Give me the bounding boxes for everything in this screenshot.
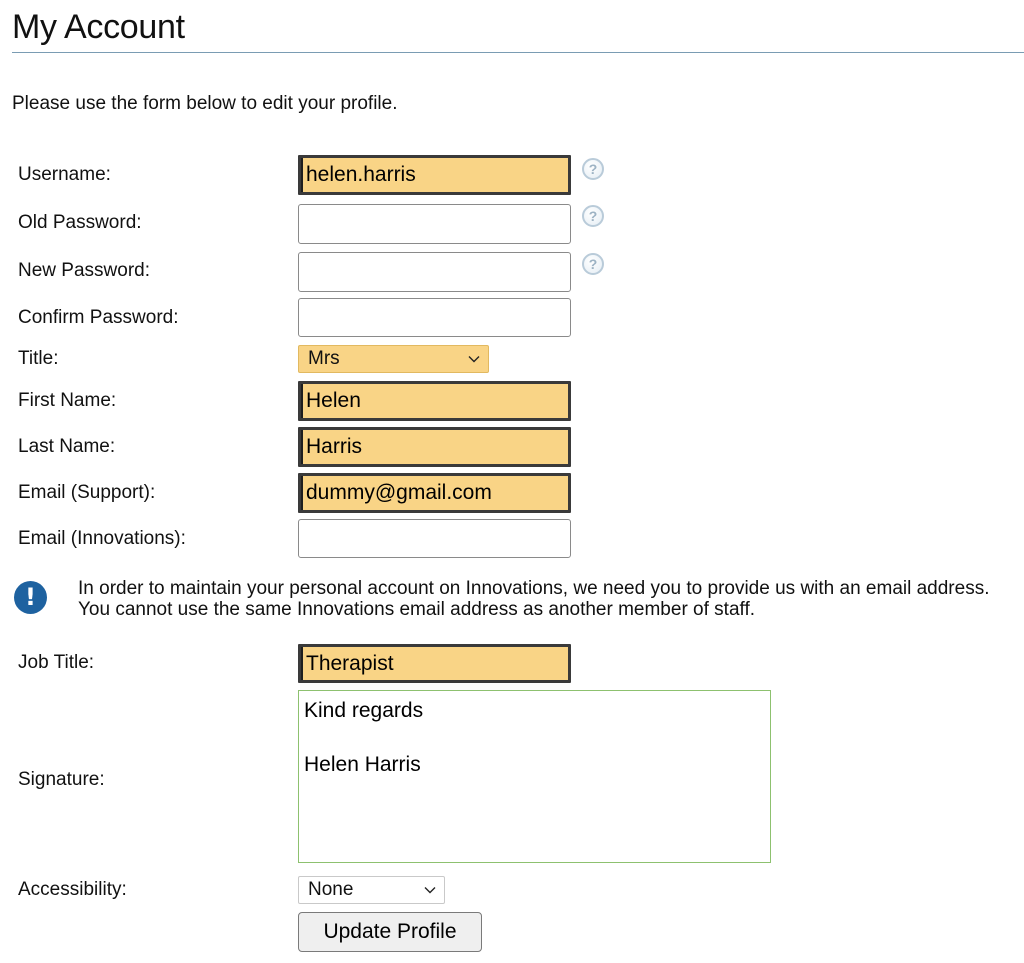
accessibility-select-value: None	[308, 879, 354, 900]
first-name-field[interactable]: Helen	[298, 381, 571, 421]
username-field[interactable]: helen.harris	[298, 155, 571, 195]
new-password-field[interactable]	[298, 252, 571, 292]
last-name-label: Last Name:	[18, 436, 116, 457]
job-title-field[interactable]: Therapist	[298, 644, 571, 683]
email-support-field[interactable]: dummy@gmail.com	[298, 473, 571, 513]
email-support-label: Email (Support):	[18, 482, 156, 503]
title-select-value: Mrs	[308, 348, 340, 369]
exclamation-icon: !	[14, 581, 47, 614]
confirm-password-field[interactable]	[298, 298, 571, 337]
title-divider	[12, 52, 1024, 53]
email-innovations-field[interactable]	[298, 519, 571, 558]
new-password-label: New Password:	[18, 260, 150, 281]
chevron-down-icon	[468, 353, 480, 365]
email-innovations-label: Email (Innovations):	[18, 528, 186, 549]
page-title: My Account	[12, 8, 185, 46]
confirm-password-label: Confirm Password:	[18, 307, 179, 328]
last-name-field[interactable]: Harris	[298, 427, 571, 467]
username-help-icon[interactable]: ?	[582, 158, 604, 180]
old-password-field[interactable]	[298, 204, 571, 244]
accessibility-label: Accessibility:	[18, 879, 127, 900]
signature-label: Signature:	[18, 769, 105, 790]
intro-text: Please use the form below to edit your profile.	[12, 93, 398, 114]
chevron-down-icon	[424, 884, 436, 896]
job-title-label: Job Title:	[18, 652, 95, 673]
email-notice: In order to maintain your personal account on Innovations, we need you to provide us with an email address. You cannot use the same Innovations email address as another member of staff.	[78, 578, 990, 620]
first-name-label: First Name:	[18, 390, 117, 411]
new-password-help-icon[interactable]: ?	[582, 253, 604, 275]
title-label: Title:	[18, 348, 59, 369]
old-password-label: Old Password:	[18, 212, 142, 233]
signature-textarea[interactable]: Kind regards Helen Harris	[298, 690, 771, 863]
accessibility-select[interactable]	[298, 876, 445, 904]
old-password-help-icon[interactable]: ?	[582, 205, 604, 227]
title-select[interactable]	[298, 345, 489, 373]
update-profile-button[interactable]: Update Profile	[298, 912, 482, 952]
username-label: Username:	[18, 164, 111, 185]
